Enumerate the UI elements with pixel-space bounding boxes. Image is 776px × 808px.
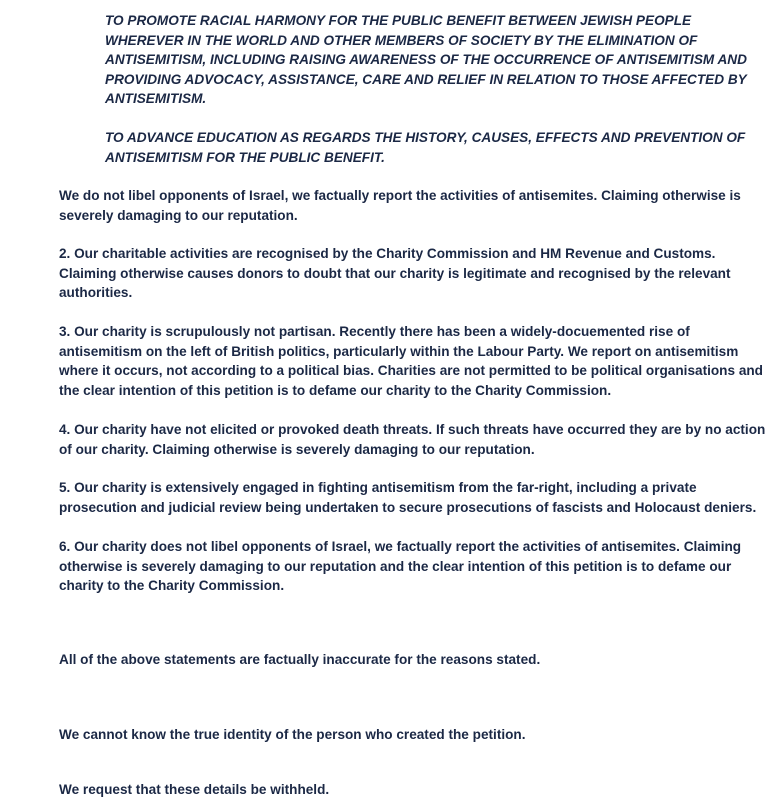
- paragraph-summary: All of the above statements are factually inaccurate for the reasons stated.: [59, 652, 541, 667]
- paragraph-point-4: 4. Our charity have not elicited or provoked death threats. If such threats have occurred they are by no action of our charity. Claiming otherwise is severely damaging to our reputation.: [59, 422, 766, 457]
- paragraph-withheld-request: We request that these details be withheld.: [59, 782, 330, 797]
- paragraph-identity: We cannot know the true identity of the person who created the petition.: [59, 727, 526, 742]
- charity-object-2: TO ADVANCE EDUCATION AS REGARDS THE HISTORY, CAUSES, EFFECTS AND PREVENTION OF ANTISEMITISM FOR THE PUBLIC BENEFIT.: [105, 130, 746, 165]
- paragraph-point-6: 6. Our charity does not libel opponents of Israel, we factually report the activities of antisemites. Claiming otherwise is severely damaging to our reputation and the clear intention of this petition is to defame our charity to the Charity Commission.: [59, 539, 742, 593]
- charity-object-1: TO PROMOTE RACIAL HARMONY FOR THE PUBLIC BENEFIT BETWEEN JEWISH PEOPLE WHEREVER IN THE WORLD AND OTHER MEMBERS OF SOCIETY BY THE ELIMINATION OF ANTISEMITISM, INCLUDING RAISING AWARENESS OF THE OCCURRENCE OF ANTISEMITISM AND PROVIDING ADVOCACY, ASSISTANCE, CARE AND RELIEF IN RELATION TO THOSE AFFECTED BY ANTISEMITISM.: [105, 13, 747, 106]
- paragraph-point-5: 5. Our charity is extensively engaged in fighting antisemitism from the far-right, including a private prosecution and judicial review being undertaken to secure prosecutions of fascists and Holocaust deniers.: [59, 480, 757, 515]
- paragraph-libel-statement: We do not libel opponents of Israel, we factually report the activities of antisemites. Claiming otherwise is severely damaging to our reputation.: [59, 188, 741, 223]
- paragraph-point-3: 3. Our charity is scrupulously not partisan. Recently there has been a widely-docuemented rise of antisemitism on the left of British politics, particularly within the Labour Party. We report on antisemitism where it occurs, not according to a political bias. Charities are not permitted to be political organisations and the clear intention of this petition is to defame our charity to the Charity Commission.: [59, 324, 763, 398]
- paragraph-point-2: 2. Our charitable activities are recognised by the Charity Commission and HM Revenue and Customs. Claiming otherwise causes donors to doubt that our charity is legitimate and recognised by the relevant authorities.: [59, 246, 731, 300]
